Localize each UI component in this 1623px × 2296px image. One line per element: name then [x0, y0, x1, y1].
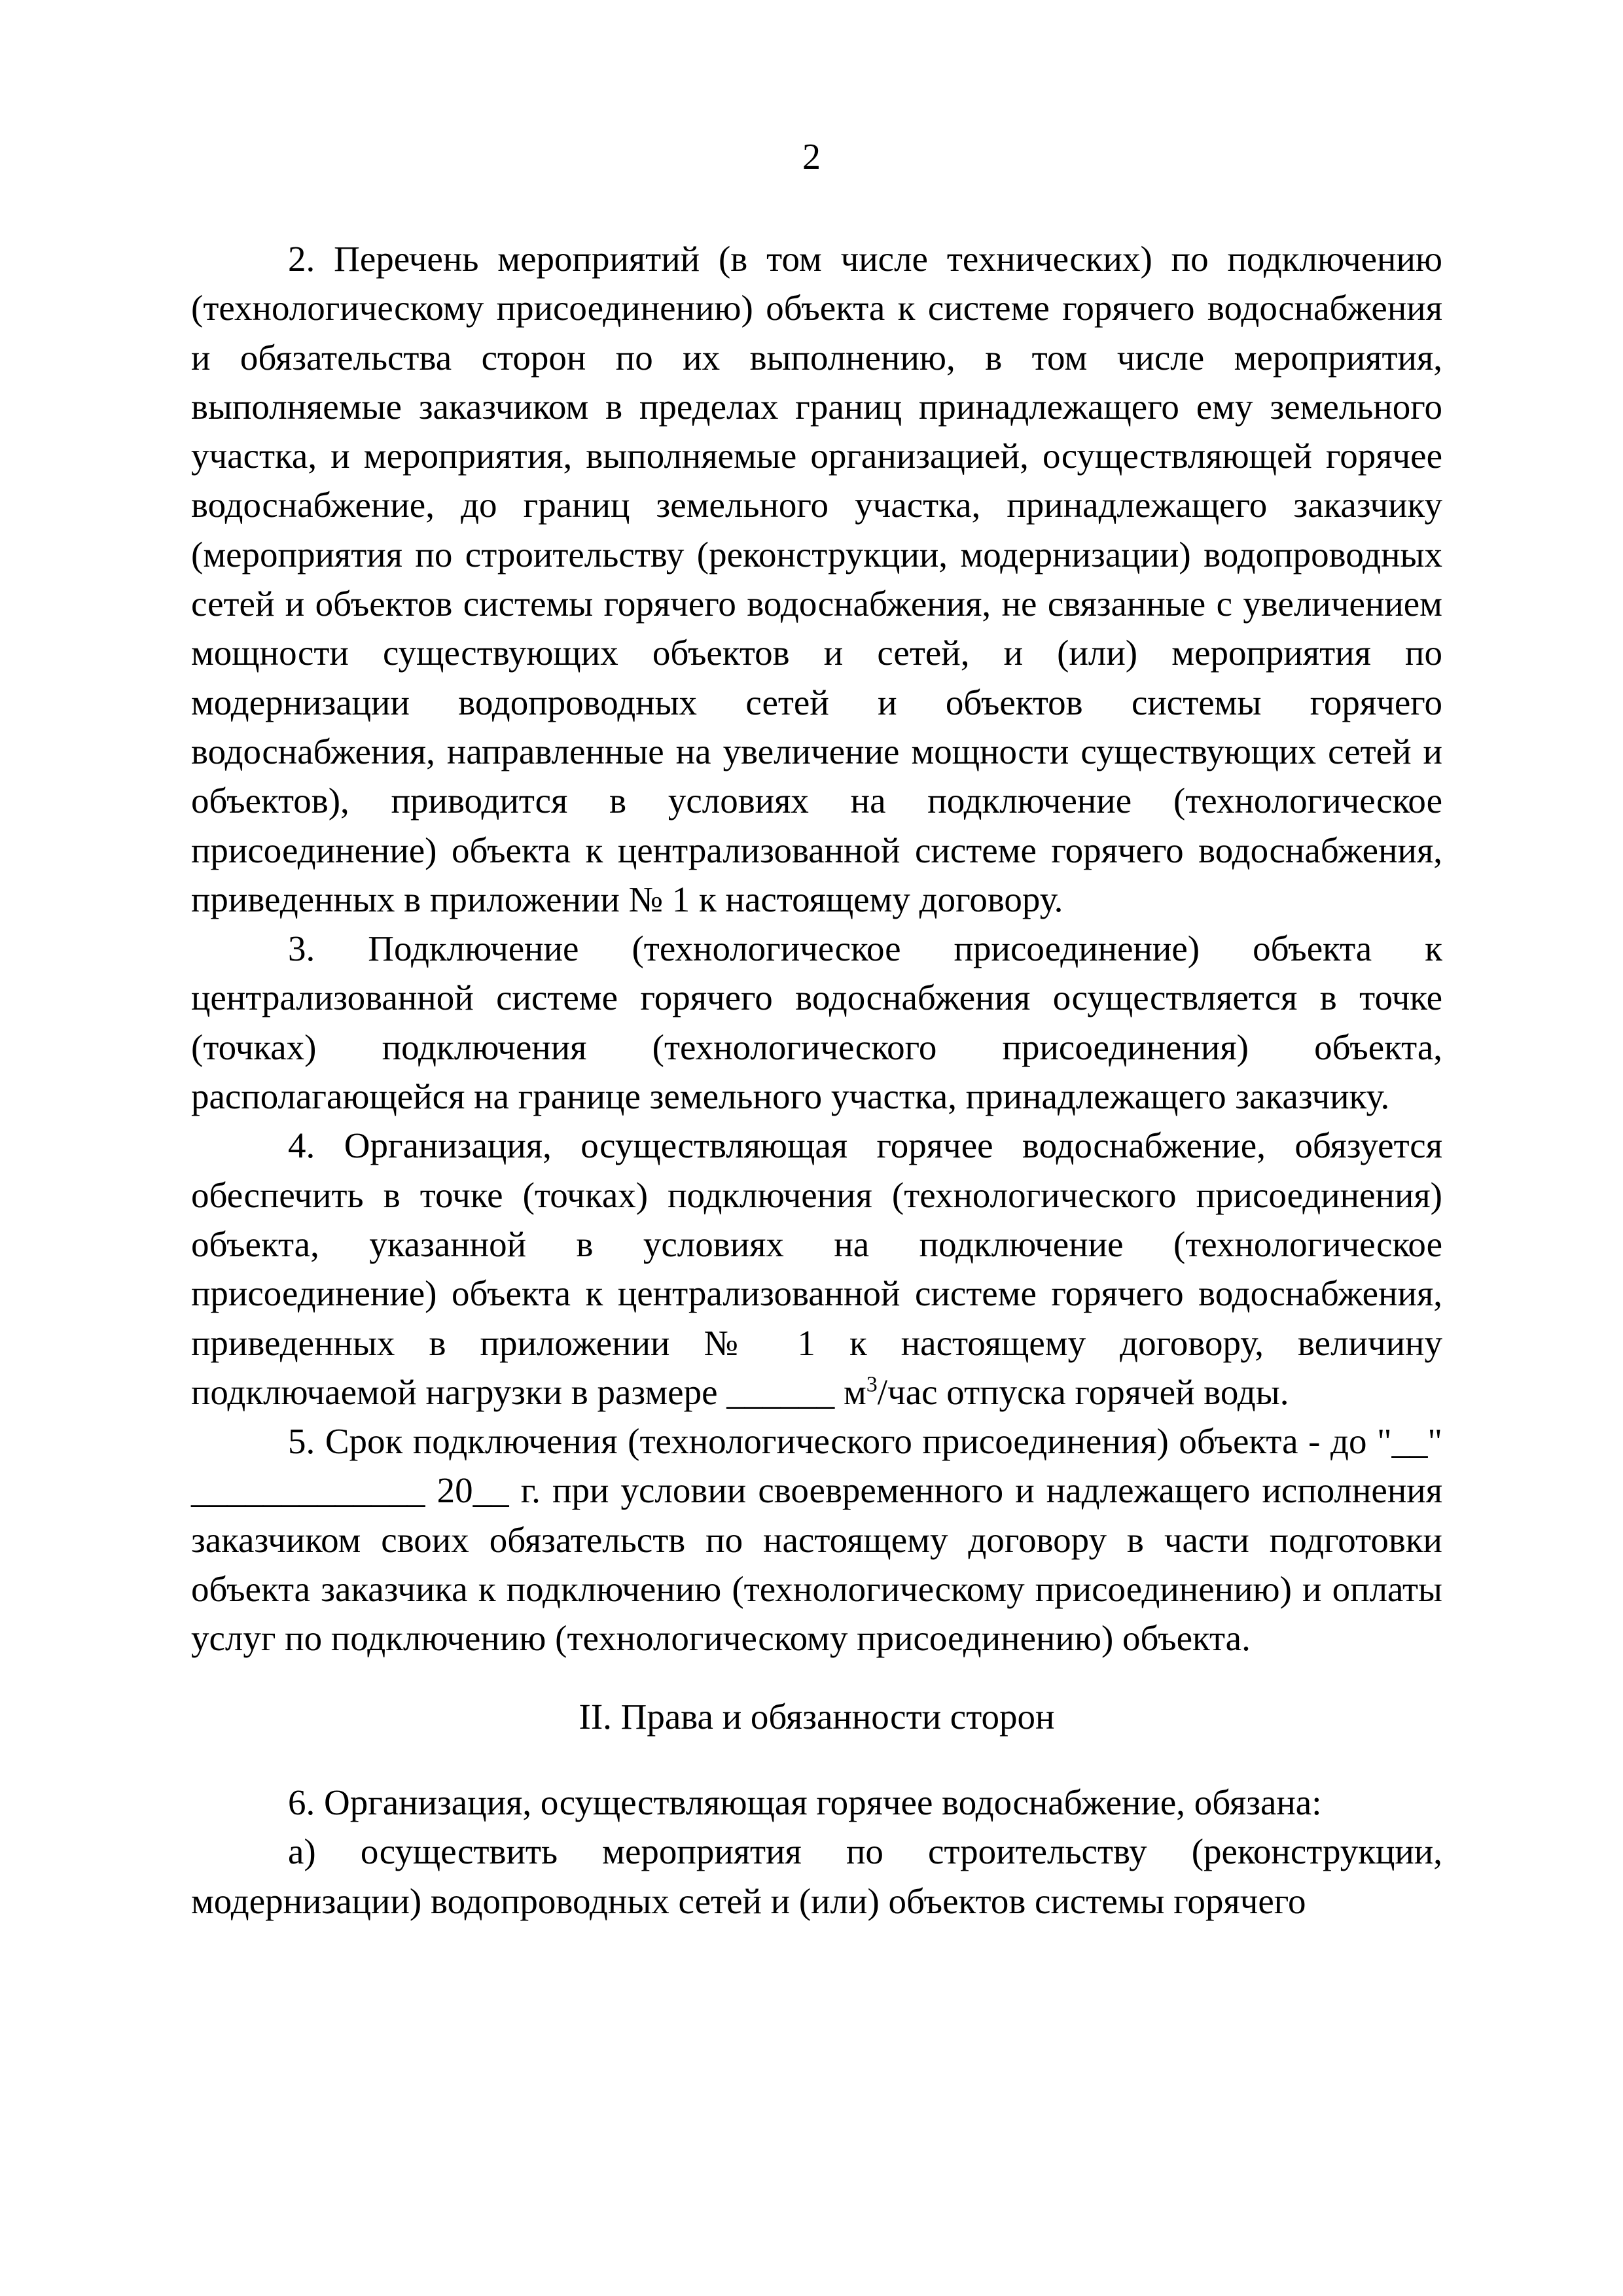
clause-6a: а) осуществить мероприятия по строительству (реконструкции, модернизации) водопроводных сетей и (или) объектов системы горячего — [191, 1831, 1442, 1921]
cubic-superscript: 3 — [866, 1372, 878, 1397]
clause-4 — [191, 1121, 1442, 1417]
clause-6: 6. Организация, осуществляющая горячее водоснабжение, обязана: — [288, 1782, 1322, 1822]
clause-4-text-end: /час отпуска горячей воды. — [877, 1371, 1289, 1412]
clause-3: 3. Подключение (технологическое присоединение) объекта к централизованной системе горячего водоснабжения осуществляется в точке (точках) подключения (технологического присоединения) объекта, располагающейся на границе земельного участка, принадлежащего заказчику. — [191, 928, 1442, 1117]
page-number: 2 — [802, 137, 821, 177]
document-body — [191, 234, 1442, 1926]
section-heading: II. Права и обязанности сторон — [579, 1696, 1055, 1737]
clause-5: 5. Срок подключения (технологического присоединения) объекта - до "__" _____________ 20__ г. при условии своевременного и надлежащего исполнения заказчиком своих обязательств по настоящему договору в части подготовки объекта заказчика к подключению (технологическому присоединению) и оплаты услуг по подключению (технологическому присоединению) объекта. — [191, 1421, 1442, 1659]
clause-4-text: 4. Организация, осуществляющая горячее водоснабжение, обязуется обеспечить в точке (точках) подключения (технологического присоединения) объекта, указанной в условиях на подключение (технологическое присоединение) объекта к централизованной системе горячего водоснабжения, приведенных в приложении № 1 к настоящему договору, величину подключаемой нагрузки в размере ______ м — [191, 1125, 1442, 1412]
clause-2: 2. Перечень мероприятий (в том числе технических) по подключению (технологическому присоединению) объекта к системе горячего водоснабжения и обязательства сторон по их выполнению, в том числе мероприятия, выполняемые заказчиком в пределах границ принадлежащего ему земельного участка, и мероприятия, выполняемые организацией, осуществляющей горячее водоснабжение, до границ земельного участка, принадлежащего заказчику (мероприятия по строительству (реконструкции, модернизации) водопроводных сетей и объектов системы горячего водоснабжения, не связанные с увеличением мощности существующих объектов и сетей, и (или) мероприятия по модернизации водопроводных сетей и объектов системы горячего водоснабжения, направленные на увеличение мощности существующих сетей и объектов), приводится в условиях на подключение (технологическое присоединение) объекта к централизованной системе горячего водоснабжения, приведенных в приложении № 1 к настоящему договору. — [191, 239, 1442, 919]
